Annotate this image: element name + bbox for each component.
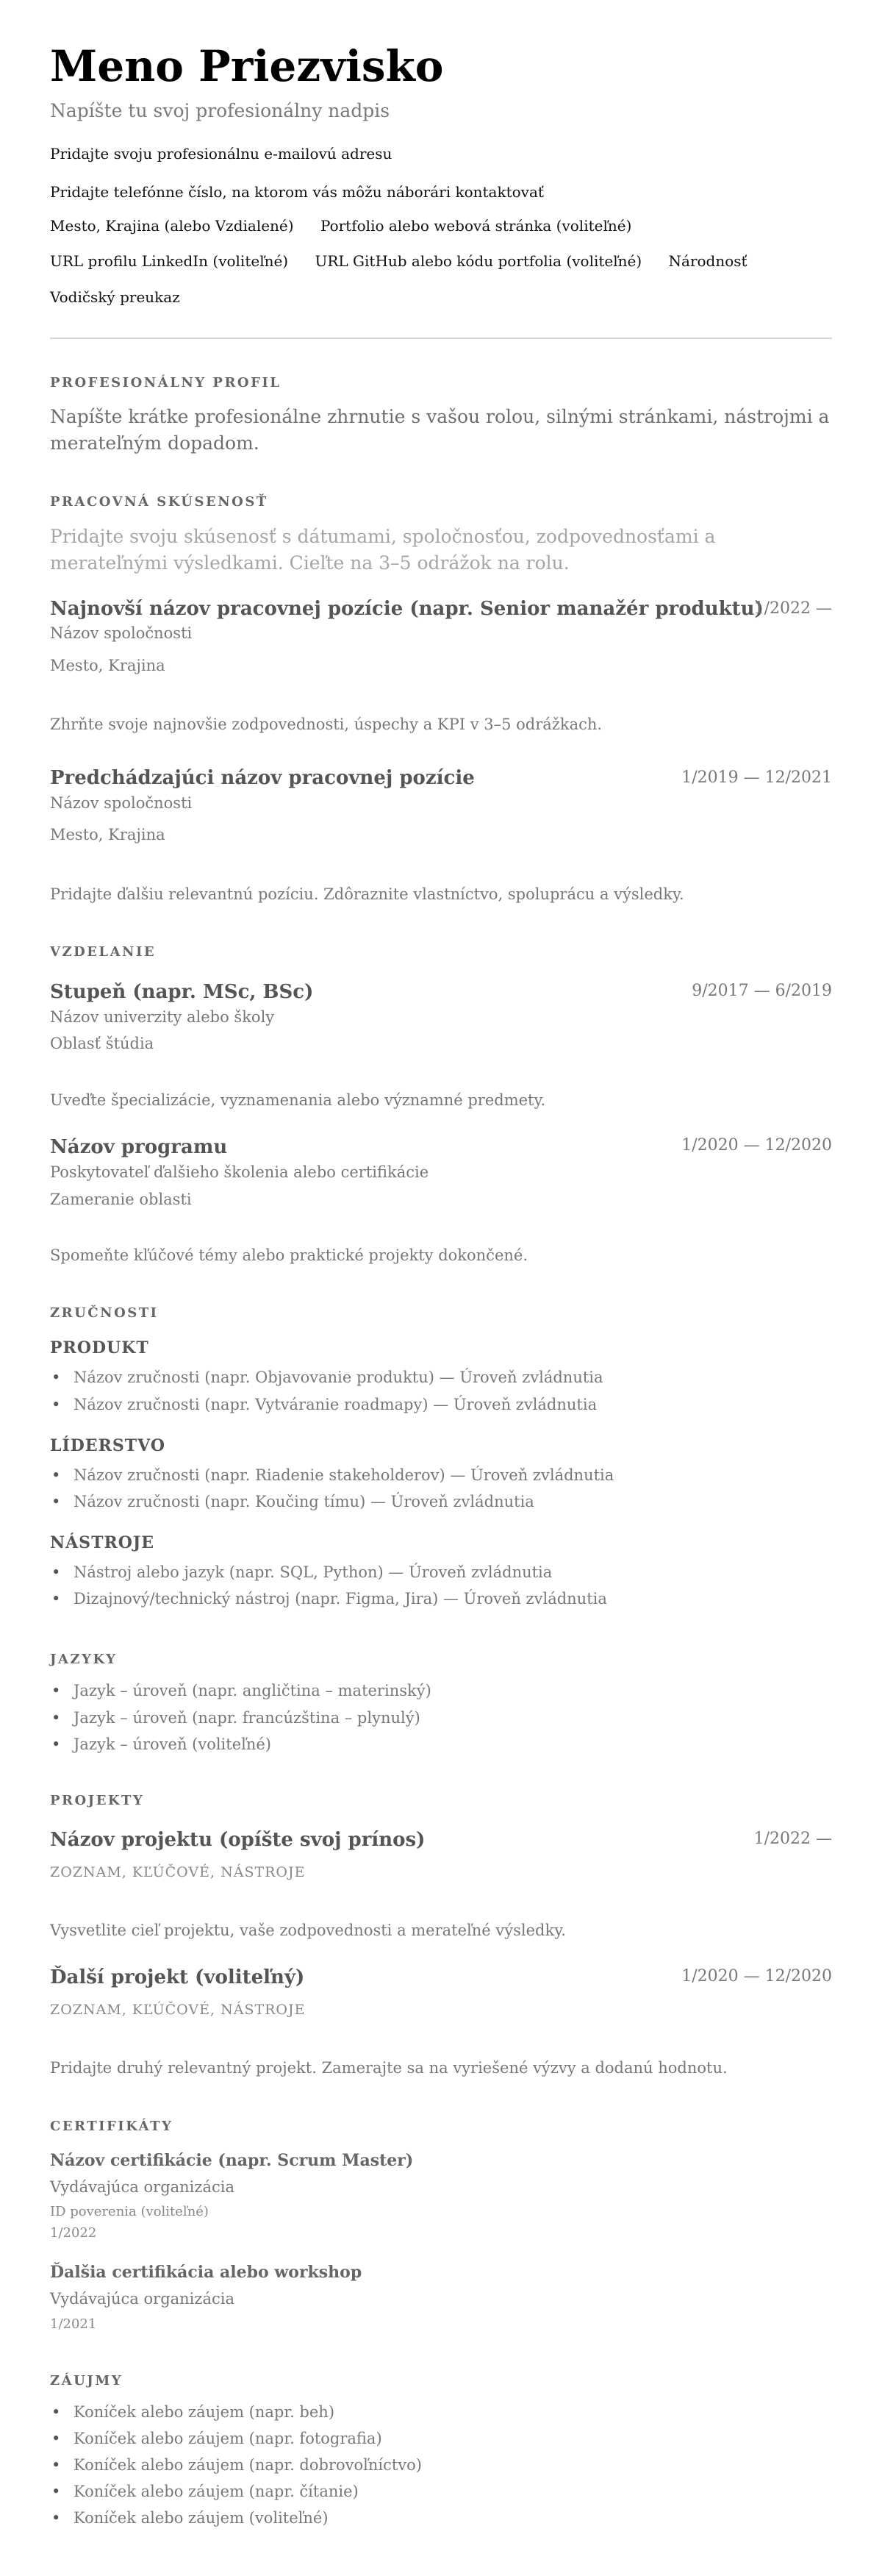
project-tags: ZOZNAM, KĽÚČOVÉ, NÁSTROJE (50, 2002, 306, 2018)
skill-item-text: Názov zručnosti (napr. Riadenie stakeholderov) — Úroveň zvládnutia (74, 1466, 614, 1484)
profile-summary: Napíšte krátke profesionálne zhrnutie s vašou rolou, silnými stránkami, nástrojmi a merateľným dopadom. (50, 406, 830, 454)
section-heading-skills: ZRUČNOSTI (50, 1305, 159, 1321)
interest-item (50, 2428, 382, 2449)
section-heading-profile: PROFESIONÁLNY PROFIL (50, 375, 282, 390)
language-item (50, 1680, 431, 1701)
skill-item-text: Názov zručnosti (napr. Koučing tímu) — Úroveň zvládnutia (74, 1493, 534, 1510)
education-field: Zameranie oblasti (50, 1191, 192, 1208)
bullet-icon: • (51, 2509, 61, 2527)
certificate-name: Ďalšia certifikácia alebo workshop (50, 2263, 362, 2282)
skill-item (50, 1394, 597, 1415)
contact-license (50, 287, 202, 307)
skill-item (50, 1562, 552, 1583)
certificate-issuer: Vydávajúca organizácia (50, 2290, 234, 2308)
github-text: URL GitHub alebo kódu portfolia (voliteľné) (315, 252, 642, 270)
project-title: Názov projektu (opíšte svoj prínos) (50, 1829, 426, 1851)
project-date: 1/2020 — 12/2020 (681, 1967, 832, 1985)
location-text: Mesto, Krajina (alebo Vzdialené) (50, 217, 294, 235)
language-text: Jazyk – úroveň (napr. angličtina – materinský) (74, 1682, 431, 1699)
bullet-icon: • (51, 2430, 61, 2447)
phone-text: Pridajte telefónne číslo, na ktorom vás môžu náborári kontaktovať (50, 183, 544, 201)
skill-item (50, 1465, 614, 1485)
education-date: 1/2020 — 12/2020 (681, 1136, 832, 1155)
license-text: Vodičský preukaz (50, 288, 180, 306)
certificate-credential-id: ID poverenia (voliteľné) (50, 2204, 209, 2219)
skill-group-title: PRODUKT (50, 1338, 149, 1357)
job-date: 1/2019 — 12/2021 (681, 768, 832, 787)
language-item (50, 1708, 420, 1728)
skill-item-text: Názov zručnosti (napr. Vytváranie roadmapy) — Úroveň zvládnutia (74, 1396, 598, 1413)
education-description: Spomeňte kľúčové témy alebo praktické projekty dokončené. (50, 1246, 528, 1264)
education-school: Poskytovateľ ďalšieho školenia alebo certifikácie (50, 1163, 429, 1181)
bullet-icon: • (51, 1466, 61, 1484)
professional-headline: Napíšte tu svoj profesionálny nadpis (50, 100, 390, 121)
section-heading-interests: ZÁUJMY (50, 2373, 123, 2388)
project-date: 1/2022 — (753, 1830, 832, 1848)
job-company: Názov spoločnosti (50, 624, 193, 642)
interest-text: Koníček alebo záujem (napr. beh) (74, 2403, 335, 2421)
contact-email (50, 143, 414, 164)
skill-item (50, 1491, 534, 1512)
certificate-name: Názov certifikácie (napr. Scrum Master) (50, 2151, 414, 2170)
bullet-icon: • (51, 1563, 61, 1581)
skill-item-text: Dizajnový/technický nástroj (napr. Figma, Jira) — Úroveň zvládnutia (74, 1590, 607, 1608)
header-divider (50, 338, 832, 339)
experience-hint: Pridajte svoju skúsenosť s dátumami, spoločnosťou, zodpovednosťami a merateľnými výsledkami. Cieľte na 3–5 odrážok na rolu. (50, 526, 716, 574)
section-heading-experience: PRACOVNÁ SKÚSENOSŤ (50, 494, 268, 510)
education-title: Stupeň (napr. MSc, BSc) (50, 981, 314, 1003)
bullet-icon: • (51, 2483, 61, 2500)
certificate-date: 1/2021 (50, 2316, 97, 2332)
skill-item (50, 1367, 603, 1388)
skill-group-title: NÁSTROJE (50, 1533, 155, 1552)
education-description: Uveďte špecializácie, vyznamenania alebo významné predmety. (50, 1091, 546, 1109)
interest-item (50, 2508, 329, 2528)
interest-text: Koníček alebo záujem (napr. čítanie) (74, 2483, 359, 2500)
contact-row-location (50, 215, 653, 236)
section-heading-certificates: CERTIFIKÁTY (50, 2119, 173, 2134)
job-description: Pridajte ďalšiu relevantnú pozíciu. Zdôraznite vlastníctvo, spoluprácu a výsledky. (50, 885, 684, 903)
email-text: Pridajte svoju profesionálnu e-mailovú adresu (50, 145, 392, 163)
interest-item (50, 2455, 422, 2475)
interest-item (50, 2481, 359, 2502)
skill-item-text: Názov zručnosti (napr. Objavovanie produktu) — Úroveň zvládnutia (74, 1369, 603, 1386)
section-heading-languages: JAZYKY (50, 1652, 118, 1667)
language-text: Jazyk – úroveň (voliteľné) (74, 1735, 272, 1753)
skill-item (50, 1588, 607, 1609)
language-text: Jazyk – úroveň (napr. francúzština – plynulý) (74, 1709, 420, 1727)
job-description: Zhrňte svoje najnovšie zodpovednosti, úspechy a KPI v 3–5 odrážkach. (50, 716, 603, 733)
skill-group-title: LÍDERSTVO (50, 1436, 165, 1455)
section-heading-education: VZDELANIE (50, 944, 157, 960)
nationality-text: Národnosť (668, 252, 747, 270)
education-title: Názov programu (50, 1136, 228, 1158)
bullet-icon: • (51, 2456, 61, 2474)
portfolio-text: Portfolio alebo webová stránka (voliteľné) (320, 217, 632, 235)
certificate-date: 1/2022 (50, 2225, 97, 2241)
contact-row-links (50, 251, 770, 271)
interest-text: Koníček alebo záujem (napr. dobrovoľníctvo) (74, 2456, 422, 2474)
project-description: Pridajte druhý relevantný projekt. Zamerajte sa na vyriešené výzvy a dodanú hodnotu. (50, 2059, 728, 2077)
linkedin-text: URL profilu LinkedIn (voliteľné) (50, 252, 289, 270)
language-item (50, 1734, 271, 1755)
contact-phone (50, 182, 566, 202)
bullet-icon: • (51, 1590, 61, 1608)
bullet-icon: • (51, 2403, 61, 2421)
bullet-icon: • (51, 1493, 61, 1510)
bullet-icon: • (51, 1735, 61, 1753)
job-title: Predchádzajúci názov pracovnej pozície (50, 767, 475, 789)
education-date: 9/2017 — 6/2019 (692, 982, 832, 1000)
certificate-issuer: Vydávajúca organizácia (50, 2178, 234, 2196)
project-description: Vysvetlite cieľ projektu, vaše zodpovednosti a merateľné výsledky. (50, 1922, 566, 1939)
bullet-icon: • (51, 1369, 61, 1386)
education-field: Oblasť štúdia (50, 1035, 154, 1052)
job-title: Najnovší názov pracovnej pozície (napr. Senior manažér produktu) (50, 598, 764, 620)
section-heading-projects: PROJEKTY (50, 1793, 145, 1808)
job-date: 1/2022 — (753, 599, 832, 618)
interest-item (50, 2402, 334, 2422)
skill-item-text: Nástroj alebo jazyk (napr. SQL, Python) — Úroveň zvládnutia (74, 1563, 553, 1581)
job-location: Mesto, Krajina (50, 657, 165, 674)
education-school: Názov univerzity alebo školy (50, 1008, 275, 1026)
bullet-icon: • (51, 1682, 61, 1699)
candidate-name: Meno Priezvisko (50, 41, 444, 91)
interest-text: Koníček alebo záujem (napr. fotografia) (74, 2430, 382, 2447)
project-title: Ďalší projekt (voliteľný) (50, 1966, 305, 1988)
project-tags: ZOZNAM, KĽÚČOVÉ, NÁSTROJE (50, 1864, 306, 1880)
job-company: Názov spoločnosti (50, 794, 193, 812)
job-location: Mesto, Krajina (50, 826, 165, 843)
interest-text: Koníček alebo záujem (voliteľné) (74, 2509, 329, 2527)
bullet-icon: • (51, 1396, 61, 1413)
bullet-icon: • (51, 1709, 61, 1727)
